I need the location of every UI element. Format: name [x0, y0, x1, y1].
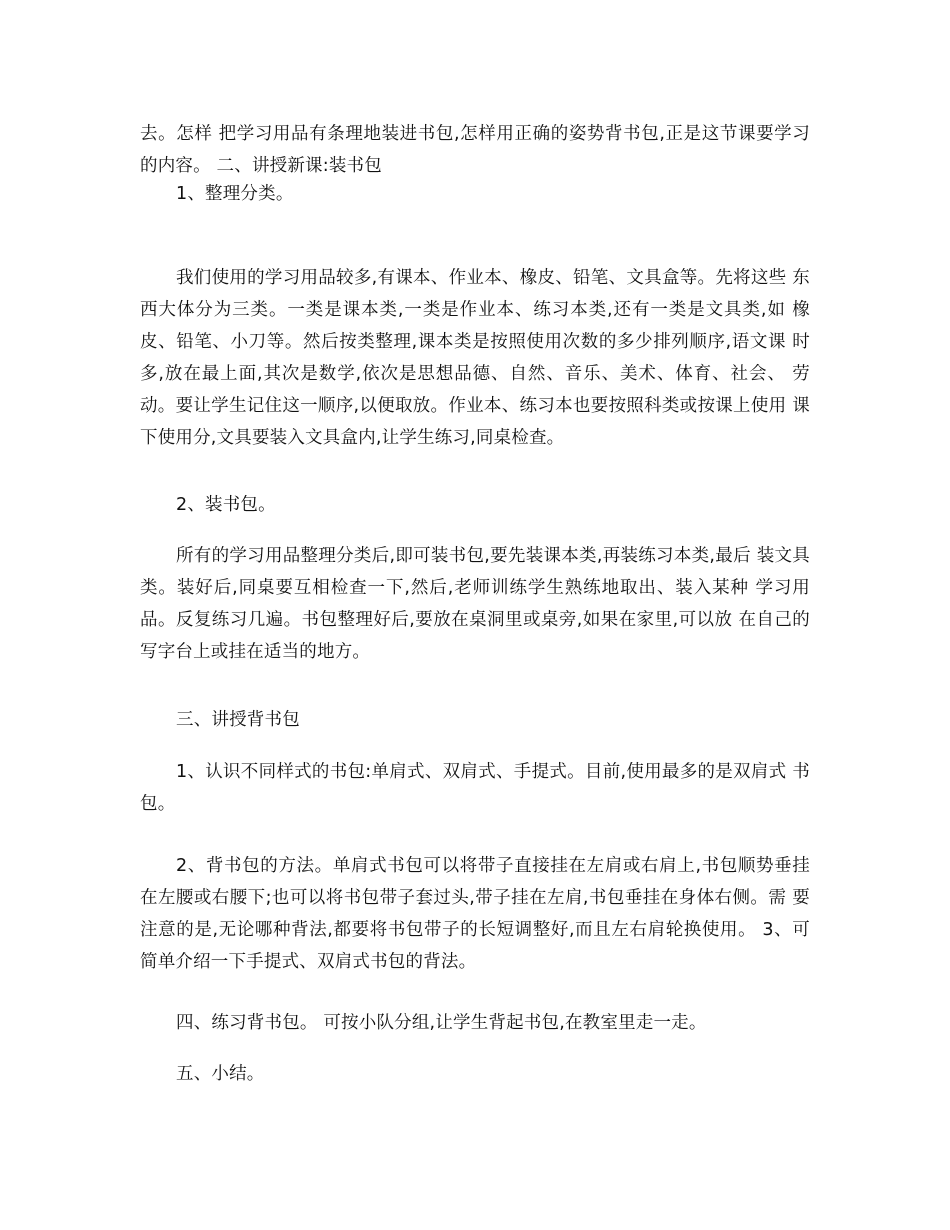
- paragraph-packing: 所有的学习用品整理分类后,即可装书包,要先装课本类,再装练习本类,最后 装文具类。装好后,同桌要互相检查一下,然后,老师训练学生熟练地取出、装入某种 学习用品。反复练习几遍。书包整理好后,要放在桌洞里或桌旁,如果在家里,可以放 在自己的写字台上或挂在适当的地方。: [140, 546, 810, 662]
- heading-summary: 五、小结。: [176, 1064, 265, 1084]
- paragraph-carry-method: 2、背书包的方法。单肩式书包可以将带子直接挂在左肩或右肩上,书包顺势垂挂 在左腰或右腰下;也可以将书包带子套过头,带子挂在左肩,书包垂挂在身体右侧。需 要注意的是,无论哪种背法,都要将书包带子的长短调整好,而且左右肩轮换使用。 3、可简单介绍一下手提式、双肩式书包的背法。: [140, 856, 810, 972]
- heading-sort-items: 1、整理分类。: [176, 184, 294, 204]
- heading-section-three: 三、讲授背书包: [176, 710, 300, 730]
- paragraph-intro: 去。怎样 把学习用品有条理地装进书包,怎样用正确的姿势背书包,正是这节课要学习的内容。 二、讲授新课:装书包: [140, 124, 810, 176]
- heading-section-four: 四、练习背书包。 可按小队分组,让学生背起书包,在教室里走一走。: [176, 1013, 707, 1033]
- heading-pack-bag: 2、装书包。: [176, 495, 276, 515]
- paragraph-bag-types: 1、认识不同样式的书包:单肩式、双肩式、手提式。目前,使用最多的是双肩式 书包。: [140, 762, 810, 814]
- paragraph-sorting: 我们使用的学习用品较多,有课本、作业本、橡皮、铅笔、文具盒等。先将这些 东西大体分为三类。一类是课本类,一类是作业本、练习本类,还有一类是文具类,如 橡皮、铅笔、小刀等。然后按类整理,课本类是按照使用次数的多少排列顺序,语文课 时多,放在最上面,其次是数学,依次是思想品德、自然、音乐、美术、体育、社会、 劳动。要让学生记住这一顺序,以便取放。作业本、练习本也要按照科类或按课上使用 课下使用分,文具要装入文具盒内,让学生练习,同桌检查。: [140, 268, 810, 448]
